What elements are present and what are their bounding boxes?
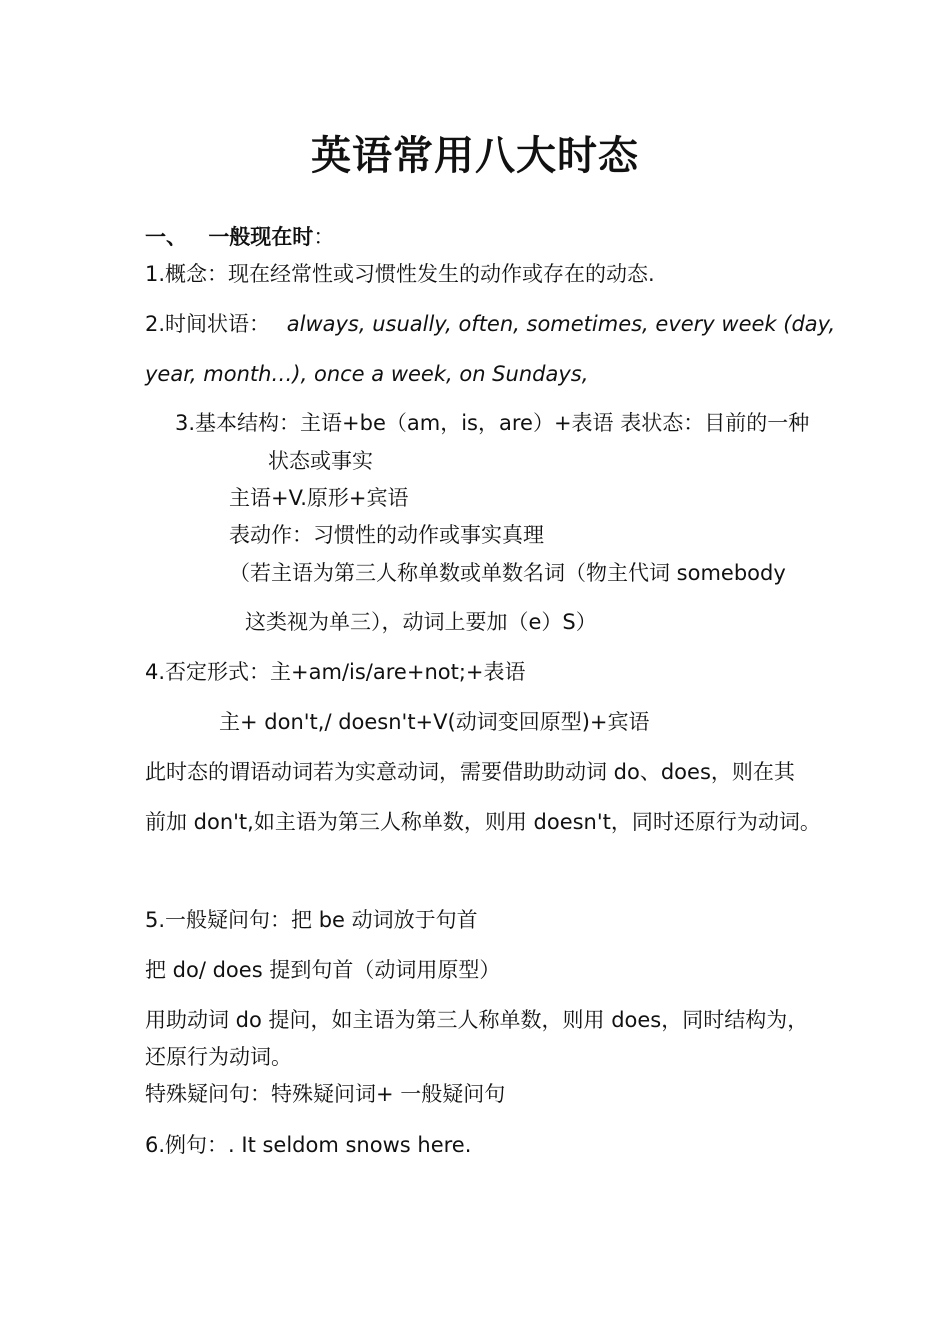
- structure-line-cont: 状态或事实: [268, 449, 373, 473]
- structure-note-line-cont: 这类视为单三），动词上要加（e）S）: [245, 610, 597, 634]
- example-line: 6.例句：. It seldom snows here.: [145, 1133, 472, 1157]
- section-heading: [145, 222, 334, 252]
- question-line: 5.一般疑问句：把 be 动词放于句首: [145, 908, 478, 932]
- time-adverbial-words: always, usually, often, sometimes, every week (day,: [286, 312, 836, 336]
- negative-form-line-2: 主+ don't,/ doesn't+V(动词变回原型)+宾语: [219, 710, 650, 734]
- time-adverbial-words-cont: year, month…), once a week, on Sundays,: [145, 362, 589, 386]
- structure-action-line: 表动作：习惯性的动作或事实真理: [229, 523, 544, 547]
- question-line-3: 用助动词 do 提问，如主语为第三人称单数，则用 does，同时结构为，: [145, 1008, 809, 1032]
- structure-note-line: （若主语为第三人称单数或单数名词（物主代词 somebody: [229, 561, 786, 585]
- special-question-line: 特殊疑问句：特殊疑问词+ 一般疑问句: [145, 1082, 506, 1106]
- time-adverbial-label: 2.时间状语：: [145, 312, 271, 336]
- note-line: 此时态的谓语动词若为实意动词，需要借助助动词 do、does，则在其: [145, 760, 795, 784]
- question-line-4: 还原行为动词。: [145, 1045, 292, 1069]
- negative-form-line: 4.否定形式：主+am/is/are+not;+表语: [145, 660, 526, 684]
- page-title: 英语常用八大时态: [311, 132, 639, 179]
- section-number: 一、: [145, 225, 187, 249]
- section-title: 一般现在时: [208, 225, 314, 249]
- structure-line: 3.基本结构：主语+be（am，is，are）+表语 表状态：目前的一种: [175, 411, 810, 435]
- time-adverbial-line: [145, 309, 835, 339]
- section-colon: ：: [313, 225, 335, 249]
- question-line-2: 把 do/ does 提到句首（动词用原型）: [145, 958, 501, 982]
- note-line-cont: 前加 don't,如主语为第三人称单数，则用 doesn't，同时还原行为动词。: [145, 810, 821, 834]
- concept-line: 1.概念：现在经常性或习惯性发生的动作或存在的动态.: [145, 262, 655, 286]
- structure-verb-line: 主语+V.原形+宾语: [229, 486, 409, 510]
